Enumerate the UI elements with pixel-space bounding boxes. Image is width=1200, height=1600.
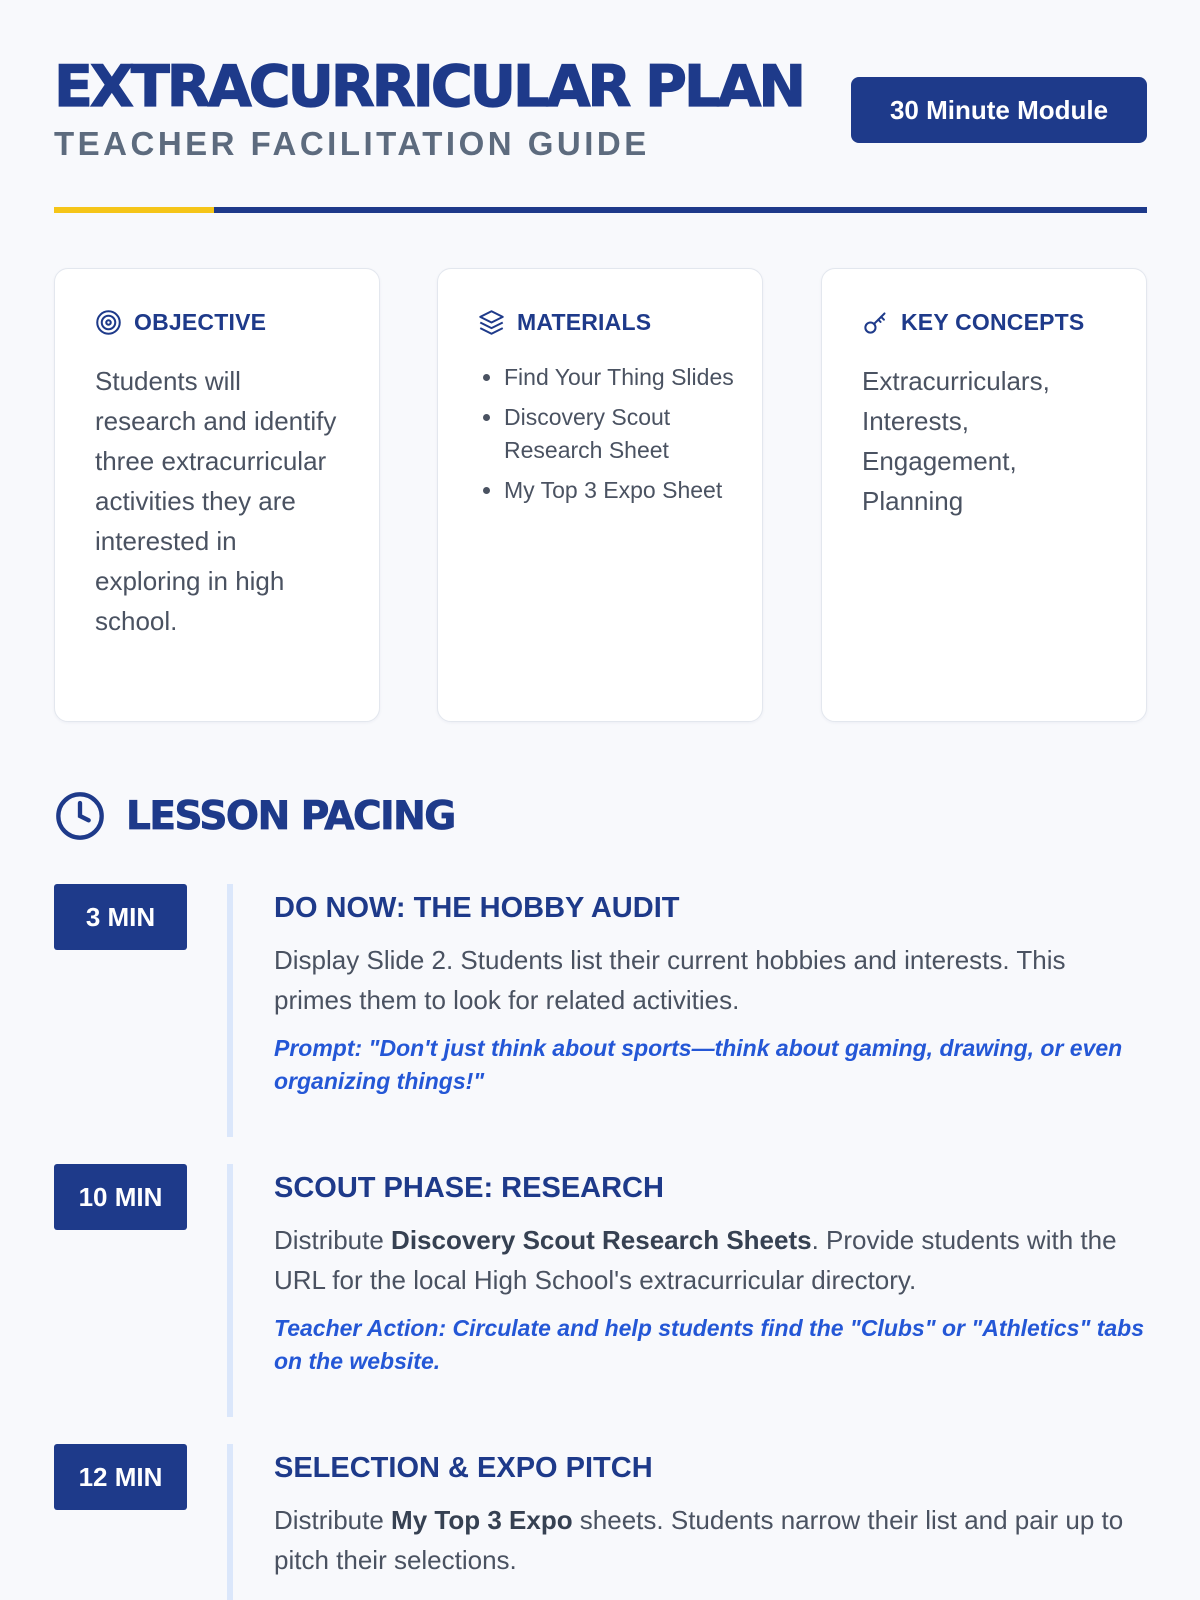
objective-text: Students will research and identify three extracurricular activities they are interested in exploring in high school. xyxy=(95,366,337,636)
materials-card-header xyxy=(478,309,651,336)
clock-icon xyxy=(54,790,106,842)
step-note: Teacher Action: Circulate and help students find the "Clubs" or "Athletics" tabs on the website. xyxy=(274,1315,1145,1374)
key-concepts-card-header xyxy=(862,309,1084,336)
materials-title: MATERIALS xyxy=(517,309,652,335)
timeline-line xyxy=(227,884,233,1137)
step-content xyxy=(274,1450,1147,1580)
step-content xyxy=(274,890,1147,1098)
step-note: Prompt: "Don't just think about sports—think about gaming, drawing, or even organizing things!" xyxy=(274,1035,1123,1094)
step-description-text: sheets. Students narrow their list and pair up to pitch their selections. xyxy=(274,1505,1124,1575)
materials-card xyxy=(437,268,763,722)
layers-icon xyxy=(478,309,505,336)
step-time-badge: 10 MIN xyxy=(54,1164,187,1230)
key-icon xyxy=(862,309,889,336)
step-content xyxy=(274,1170,1147,1378)
materials-item: • My Top 3 Expo Sheet xyxy=(504,474,774,507)
step-title: SELECTION & EXPO PITCH xyxy=(274,1452,653,1484)
duration-badge: 30 Minute Module xyxy=(851,77,1147,143)
key-concepts-card xyxy=(821,268,1147,722)
step-description-text: . Provide students with the URL for the local High School's extracurricular directory. xyxy=(274,1225,1117,1295)
materials-item: • Find Your Thing Slides xyxy=(504,361,774,394)
objective-title: OBJECTIVE xyxy=(134,309,267,335)
target-icon xyxy=(95,309,122,336)
objective-card xyxy=(54,268,380,722)
step-time-badge: 12 MIN xyxy=(54,1444,187,1510)
divider-accent xyxy=(54,207,214,213)
step-description-text: Distribute xyxy=(274,1225,392,1255)
key-concepts-title: KEY CONCEPTS xyxy=(901,309,1085,335)
step-description-emphasis: My Top 3 Expo xyxy=(391,1505,573,1535)
header xyxy=(54,0,1147,215)
step-description-emphasis: Discovery Scout Research Sheets xyxy=(391,1225,812,1255)
lesson-pacing-title: LESSON PACING xyxy=(126,793,455,839)
step-title: SCOUT PHASE: RESEARCH xyxy=(274,1172,664,1204)
info-cards xyxy=(54,268,1147,724)
page xyxy=(54,0,1147,1575)
step-description-text: Display Slide 2. Students list their current hobbies and interests. This primes them to look for related activities. xyxy=(274,945,1066,1015)
step-time-badge: 3 MIN xyxy=(54,884,187,950)
step-description xyxy=(274,1220,1147,1300)
step-description-text: Distribute xyxy=(274,1505,392,1535)
step-title: DO NOW: THE HOBBY AUDIT xyxy=(274,892,680,924)
objective-card-header xyxy=(95,309,266,336)
timeline-line xyxy=(227,1444,233,1600)
key-concepts-text: Extracurriculars, Interests, Engagement, Planning xyxy=(862,366,1050,516)
step-description xyxy=(274,1500,1147,1580)
timeline-line xyxy=(227,1164,233,1417)
materials-list xyxy=(478,361,774,514)
header-divider xyxy=(54,207,1147,213)
step-description xyxy=(274,940,1147,1020)
page-title: EXTRACURRICULAR PLAN xyxy=(54,54,804,120)
lesson-pacing-header xyxy=(54,790,455,842)
materials-item: • Discovery Scout Research Sheet xyxy=(504,401,774,467)
page-subtitle: TEACHER FACILITATION GUIDE xyxy=(54,125,650,162)
